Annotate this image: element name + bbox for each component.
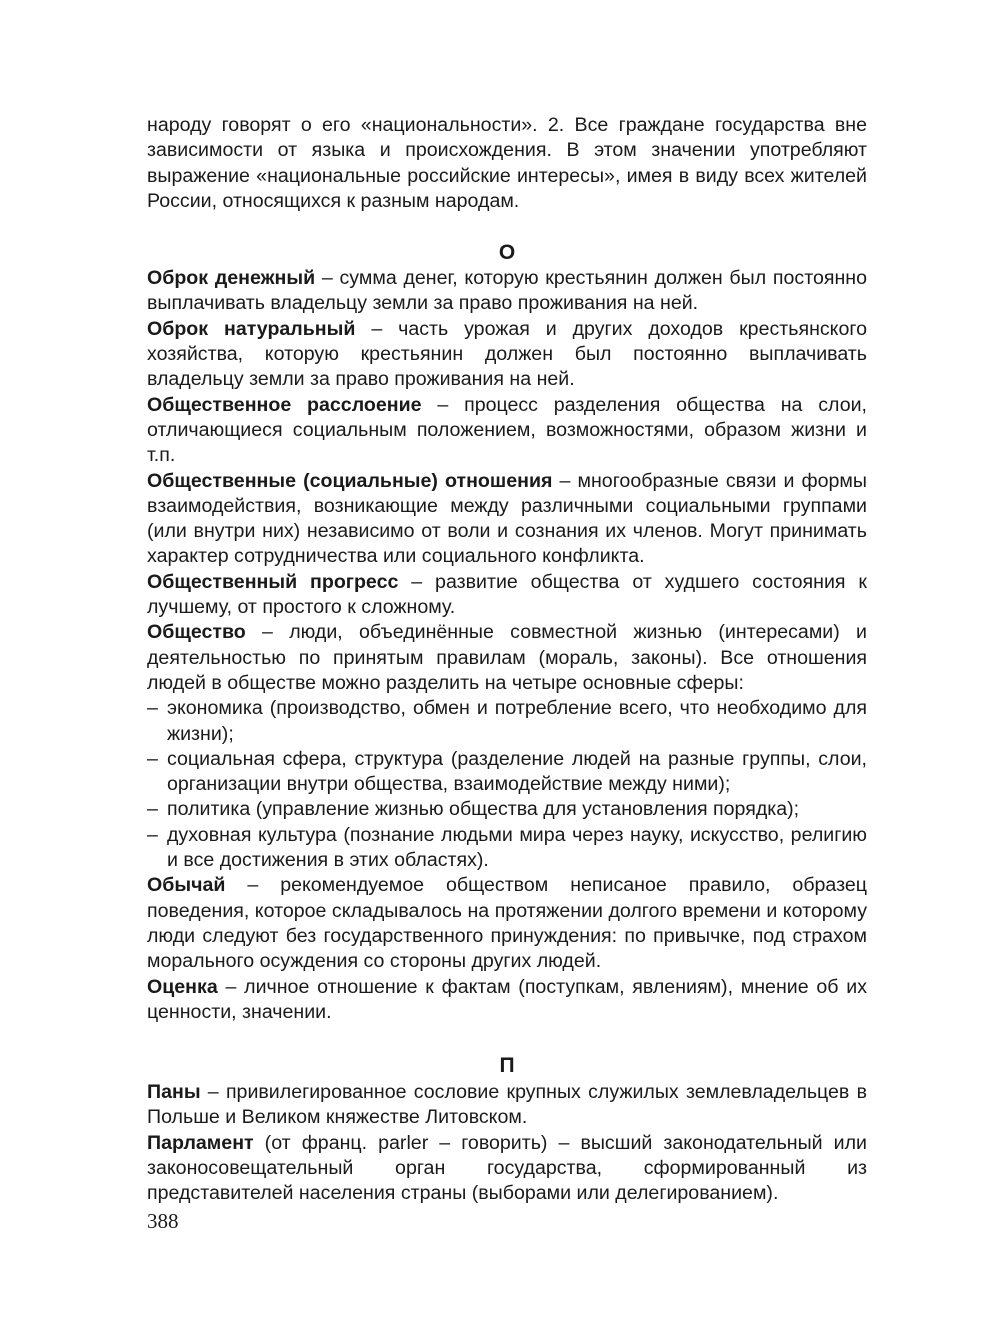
entry-term: Общественные (социальные) отношения: [147, 469, 553, 492]
entry-definition: – часть урожая и других доходов крестьянского хозяйства, которую крестьянин должен был постоянно выплачивать владельцу земли за право проживания на ней.: [147, 317, 867, 391]
entry-definition: (от франц. parler – говорить) – высший законодательный или законосовещательный орган государства, сформированный из представителей населения страны (выборами или делегированием).: [147, 1131, 867, 1205]
section-letter-o: О: [498, 241, 516, 265]
entry-term: Парламент: [147, 1131, 254, 1154]
glossary-entry: [147, 1080, 867, 1131]
entry-definition: – личное отношение к фактам (поступкам, явлениям), мнение об их ценности, значении.: [147, 975, 867, 1023]
glossary-entry: [147, 570, 867, 621]
entry-term: Оценка: [147, 975, 218, 998]
glossary-entry: [147, 873, 867, 974]
glossary-entry: [147, 975, 867, 1026]
entry-definition: – рекомендуемое обществом неписаное правило, образец поведения, которое складывалось на протяжении долгого времени и которому люди следуют без государственного принуждения: по привычке, под страхом морального осуждения со стороны других людей.: [147, 874, 867, 973]
entry-term: Общественное расслоение: [147, 393, 422, 416]
page-number: 388: [147, 1209, 179, 1233]
intro-paragraph: народу говорят о его «национальности». 2. Все граждане государства вне зависимости от языка и происхождения. В этом значении употребляют выражение «национальные российские интересы», имея в виду всех жителей России, относящихся к разным народам.: [147, 114, 867, 212]
glossary-entry: [147, 620, 867, 696]
glossary-entry: [147, 317, 867, 393]
glossary-entry: [147, 266, 867, 317]
entry-term: Оброк денежный: [147, 267, 316, 290]
list-item: – политика (управление жизнью общества для установления порядка);: [147, 797, 867, 822]
section-letter-p: П: [499, 1054, 515, 1078]
entry-term: Обычай: [147, 874, 226, 897]
entry-definition: – развитие общества от худшего состояния к лучшему, от простого к сложному.: [147, 570, 867, 619]
entry-term: Оброк натуральный: [147, 317, 356, 340]
entry-definition: – люди, объединённые совместной жизнью (интересами) и деятельностью по принятым правилам (мораль, законы). Все отношения людей в обществе можно разделить на четыре основные сферы:: [147, 621, 867, 694]
glossary-entry: [147, 393, 867, 469]
page-content: [147, 113, 867, 1207]
society-spheres-list: [147, 696, 867, 873]
entry-definition: – сумма денег, которую крестьянин должен был постоянно выплачивать владельцу земли за право проживания на ней.: [147, 267, 867, 315]
entry-definition: – процесс разделения общества на слои, отличающиеся социальным положением, возможностями, образом жизни и т.п.: [147, 393, 867, 467]
glossary-entry: [147, 469, 867, 570]
list-item: – духовная культура (познание людьми мира через науку, искусство, религию и все достижения в этих областях).: [147, 823, 867, 874]
entry-term: Общество: [147, 621, 246, 644]
entry-term: Паны: [147, 1081, 201, 1104]
list-item: – социальная сфера, структура (разделение людей на разные группы, слои, организации внутри общества, взаимодействие между ними);: [147, 747, 867, 798]
entry-definition: – многообразные связи и формы взаимодействия, возникающие между различными социальными группами (или внутри них) независимо от воли и сознания их членов. Могут принимать характер сотрудничества или социального конфликта.: [147, 469, 867, 568]
entry-definition: – привилегированное сословие крупных служилых землевладельцев в Польше и Великом княжестве Литовском.: [147, 1081, 867, 1129]
entry-term: Общественный прогресс: [147, 570, 399, 593]
list-item: – экономика (производство, обмен и потребление всего, что необходимо для жизни);: [147, 696, 867, 747]
glossary-entry: [147, 1131, 867, 1207]
